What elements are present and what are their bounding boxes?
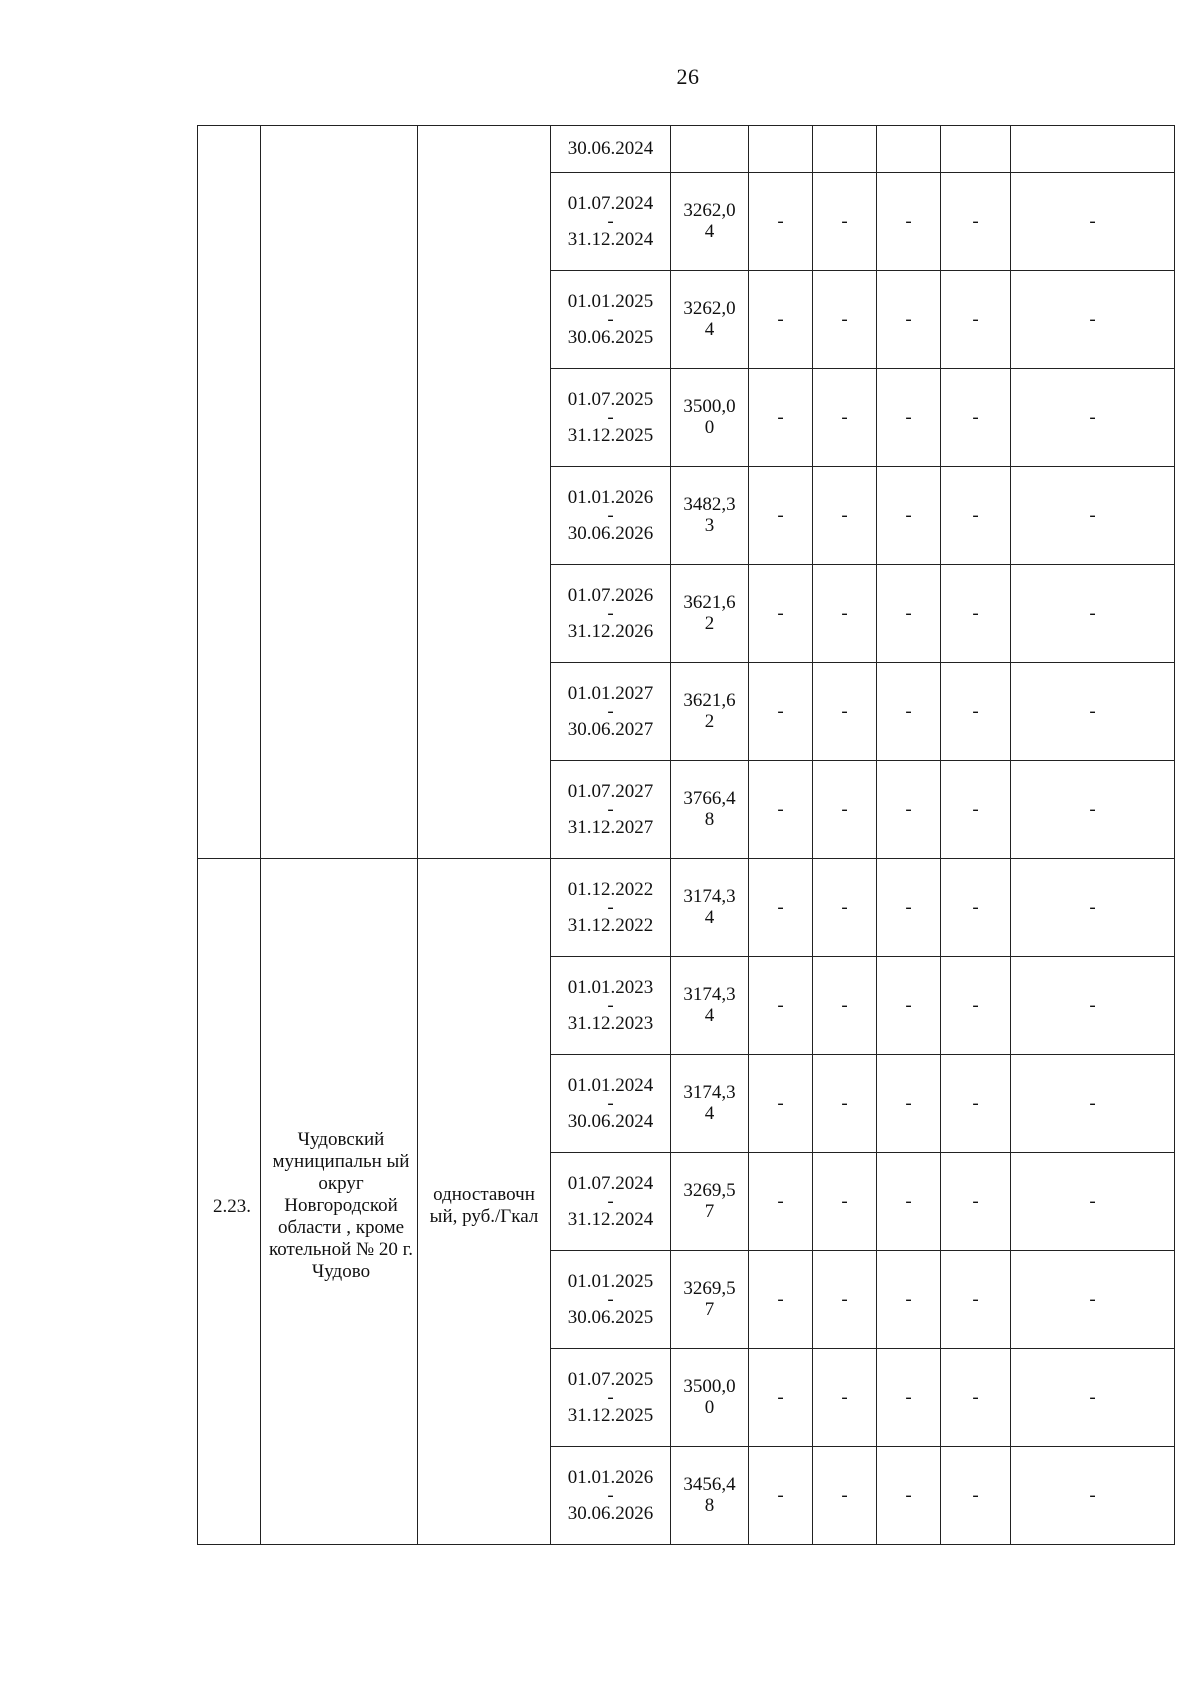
tariff-unit-cell: одноставочн ый, руб./Гкал — [418, 859, 551, 1545]
period-end: 31.12.2023 — [567, 1012, 654, 1034]
period-cell — [551, 859, 671, 957]
period-separator: - — [607, 1092, 614, 1114]
period-separator: - — [607, 1288, 614, 1310]
dash-cell: - — [877, 957, 941, 1055]
value-cell — [671, 859, 749, 957]
dash-cell: - — [1011, 1153, 1175, 1251]
dash-cell: - — [749, 1055, 813, 1153]
dash-cell: - — [813, 1349, 877, 1447]
value-cell — [671, 1349, 749, 1447]
period-end: 31.12.2025 — [567, 424, 654, 446]
empty-cell — [941, 126, 1011, 173]
dash-cell: - — [1011, 761, 1175, 859]
dash-cell: - — [813, 1153, 877, 1251]
period-separator: - — [607, 798, 614, 820]
period-range — [551, 1368, 670, 1428]
dash-cell: - — [941, 761, 1011, 859]
period-separator: - — [607, 700, 614, 722]
dash-cell: - — [749, 761, 813, 859]
period-range — [551, 192, 670, 252]
dash-cell: - — [941, 565, 1011, 663]
dash-cell: - — [877, 761, 941, 859]
dash-cell: - — [1011, 1251, 1175, 1349]
period-cell — [551, 957, 671, 1055]
tariff-value: 3621,62 — [683, 690, 736, 732]
dash-cell: - — [813, 173, 877, 271]
dash-cell: - — [877, 1055, 941, 1153]
tariff-value: 3482,33 — [683, 494, 736, 536]
page-number: 26 — [676, 64, 700, 89]
period-start: 01.07.2024 — [567, 1172, 654, 1194]
dash-cell: - — [1011, 467, 1175, 565]
value-cell — [671, 1153, 749, 1251]
dash-cell: - — [1011, 173, 1175, 271]
period-range — [551, 1270, 670, 1330]
dash-cell: - — [941, 271, 1011, 369]
period-cell — [551, 565, 671, 663]
period-range — [551, 1074, 670, 1134]
dash-cell: - — [1011, 1055, 1175, 1153]
tariff-value: 3456,48 — [683, 1474, 736, 1516]
tariff-value: 3262,04 — [683, 200, 736, 242]
period-end: 31.12.2024 — [567, 1208, 654, 1230]
period-end: 30.06.2027 — [567, 718, 654, 740]
table-body — [198, 126, 1175, 1545]
dash-cell: - — [813, 761, 877, 859]
period-cell — [551, 663, 671, 761]
dash-cell: - — [941, 1349, 1011, 1447]
period-start: 01.01.2025 — [567, 290, 654, 312]
dash-cell: - — [749, 1251, 813, 1349]
empty-cell — [813, 126, 877, 173]
dash-cell: - — [1011, 369, 1175, 467]
consumer-name-cell: Чудовский муниципальн ый округ Новгородской области , кроме котельной № 20 г. Чудово — [261, 859, 418, 1545]
period-end: 30.06.2026 — [567, 522, 654, 544]
period-cell — [551, 467, 671, 565]
dash-cell: - — [749, 173, 813, 271]
tariff-value: 3269,57 — [683, 1180, 736, 1222]
dash-cell: - — [941, 1153, 1011, 1251]
dash-cell: - — [941, 957, 1011, 1055]
dash-cell: - — [1011, 859, 1175, 957]
period-start: 01.12.2022 — [567, 878, 654, 900]
table-row — [198, 859, 1175, 957]
dash-cell: - — [749, 663, 813, 761]
value-cell — [671, 565, 749, 663]
period-range — [551, 388, 670, 448]
period-separator: - — [607, 602, 614, 624]
dash-cell: - — [1011, 957, 1175, 1055]
period-separator: - — [607, 1190, 614, 1212]
dash-cell: - — [749, 271, 813, 369]
continued-name-cell — [261, 126, 418, 859]
dash-cell: - — [877, 1349, 941, 1447]
dash-cell: - — [813, 1251, 877, 1349]
dash-cell: - — [1011, 663, 1175, 761]
dash-cell: - — [941, 1055, 1011, 1153]
dash-cell: - — [877, 369, 941, 467]
dash-cell: - — [941, 859, 1011, 957]
dash-cell: - — [877, 271, 941, 369]
period-end: 31.12.2025 — [567, 1404, 654, 1426]
dash-cell: - — [877, 663, 941, 761]
dash-cell: - — [813, 467, 877, 565]
dash-cell: - — [813, 859, 877, 957]
row-number-cell: 2.23. — [198, 859, 261, 1545]
period-separator: - — [607, 308, 614, 330]
dash-cell: - — [941, 1251, 1011, 1349]
value-cell — [671, 1447, 749, 1545]
dash-cell: - — [749, 565, 813, 663]
period-cell — [551, 1055, 671, 1153]
value-cell — [671, 663, 749, 761]
period-range — [551, 290, 670, 350]
dash-cell: - — [813, 271, 877, 369]
period-end: 30.06.2026 — [567, 1502, 654, 1524]
dash-cell: - — [749, 957, 813, 1055]
period-range — [551, 1172, 670, 1232]
period-range — [551, 878, 670, 938]
dash-cell: - — [941, 173, 1011, 271]
period-range — [551, 780, 670, 840]
period-cell — [551, 1251, 671, 1349]
dash-cell: - — [749, 467, 813, 565]
period-start: 01.01.2027 — [567, 682, 654, 704]
period-start: 01.01.2023 — [567, 976, 654, 998]
empty-cell — [877, 126, 941, 173]
period-start: 01.01.2026 — [567, 1466, 654, 1488]
value-cell — [671, 467, 749, 565]
value-cell — [671, 271, 749, 369]
period-separator: - — [607, 504, 614, 526]
period-separator: - — [607, 1484, 614, 1506]
period-end: 30.06.2024 — [567, 1110, 654, 1132]
period-start: 01.07.2026 — [567, 584, 654, 606]
period-cell: 30.06.2024 — [551, 126, 671, 173]
dash-cell: - — [941, 467, 1011, 565]
period-separator: - — [607, 210, 614, 232]
tariff-value: 3500,00 — [683, 1376, 736, 1418]
empty-cell — [1011, 126, 1175, 173]
dash-cell: - — [877, 173, 941, 271]
value-cell — [671, 957, 749, 1055]
period-separator: - — [607, 994, 614, 1016]
value-cell — [671, 761, 749, 859]
period-separator: - — [607, 896, 614, 918]
dash-cell: - — [749, 369, 813, 467]
dash-cell: - — [749, 1447, 813, 1545]
period-start: 01.07.2027 — [567, 780, 654, 802]
period-range — [551, 486, 670, 546]
dash-cell: - — [1011, 1349, 1175, 1447]
tariff-value: 3174,34 — [683, 984, 736, 1026]
period-start: 01.07.2024 — [567, 192, 654, 214]
dash-cell: - — [877, 1251, 941, 1349]
tariff-table — [197, 125, 1175, 1545]
tariff-value: 3174,34 — [683, 1082, 736, 1124]
dash-cell: - — [877, 565, 941, 663]
dash-cell: - — [1011, 1447, 1175, 1545]
period-start: 01.07.2025 — [567, 388, 654, 410]
period-start: 01.07.2025 — [567, 1368, 654, 1390]
continued-unit-cell — [418, 126, 551, 859]
value-cell — [671, 369, 749, 467]
period-end: 31.12.2024 — [567, 228, 654, 250]
dash-cell: - — [813, 369, 877, 467]
table-row — [198, 126, 1175, 173]
period-cell — [551, 761, 671, 859]
dash-cell: - — [941, 369, 1011, 467]
dash-cell: - — [877, 1153, 941, 1251]
value-cell — [671, 1055, 749, 1153]
dash-cell: - — [749, 1153, 813, 1251]
period-cell — [551, 369, 671, 467]
period-separator: - — [607, 406, 614, 428]
value-cell — [671, 1251, 749, 1349]
period-end: 30.06.2025 — [567, 326, 654, 348]
period-end: 31.12.2027 — [567, 816, 654, 838]
dash-cell: - — [749, 1349, 813, 1447]
period-cell — [551, 271, 671, 369]
period-range — [551, 1466, 670, 1526]
period-end: 31.12.2022 — [567, 914, 654, 936]
dash-cell: - — [1011, 271, 1175, 369]
tariff-value: 3500,00 — [683, 396, 736, 438]
dash-cell: - — [877, 1447, 941, 1545]
period-end: 30.06.2025 — [567, 1306, 654, 1328]
tariff-value: 3262,04 — [683, 298, 736, 340]
period-start: 01.01.2024 — [567, 1074, 654, 1096]
tariff-value: 3621,62 — [683, 592, 736, 634]
period-range — [551, 584, 670, 644]
tariff-value: 3269,57 — [683, 1278, 736, 1320]
tariff-value: 3766,48 — [683, 788, 736, 830]
period-cell — [551, 1349, 671, 1447]
dash-cell: - — [813, 1055, 877, 1153]
period-range — [551, 682, 670, 742]
dash-cell: - — [813, 663, 877, 761]
dash-cell: - — [941, 663, 1011, 761]
dash-cell: - — [813, 1447, 877, 1545]
period-cell — [551, 1447, 671, 1545]
period-cell — [551, 1153, 671, 1251]
dash-cell: - — [877, 467, 941, 565]
empty-cell — [749, 126, 813, 173]
period-start: 01.01.2025 — [567, 1270, 654, 1292]
period-cell — [551, 173, 671, 271]
dash-cell: - — [813, 957, 877, 1055]
dash-cell: - — [1011, 565, 1175, 663]
value-cell — [671, 126, 749, 173]
dash-cell: - — [813, 565, 877, 663]
dash-cell: - — [877, 859, 941, 957]
dash-cell: - — [749, 859, 813, 957]
continued-number-cell — [198, 126, 261, 859]
period-separator: - — [607, 1386, 614, 1408]
period-end: 31.12.2026 — [567, 620, 654, 642]
value-cell — [671, 173, 749, 271]
period-start: 01.01.2026 — [567, 486, 654, 508]
tariff-value: 3174,34 — [683, 886, 736, 928]
dash-cell: - — [941, 1447, 1011, 1545]
period-range — [551, 976, 670, 1036]
